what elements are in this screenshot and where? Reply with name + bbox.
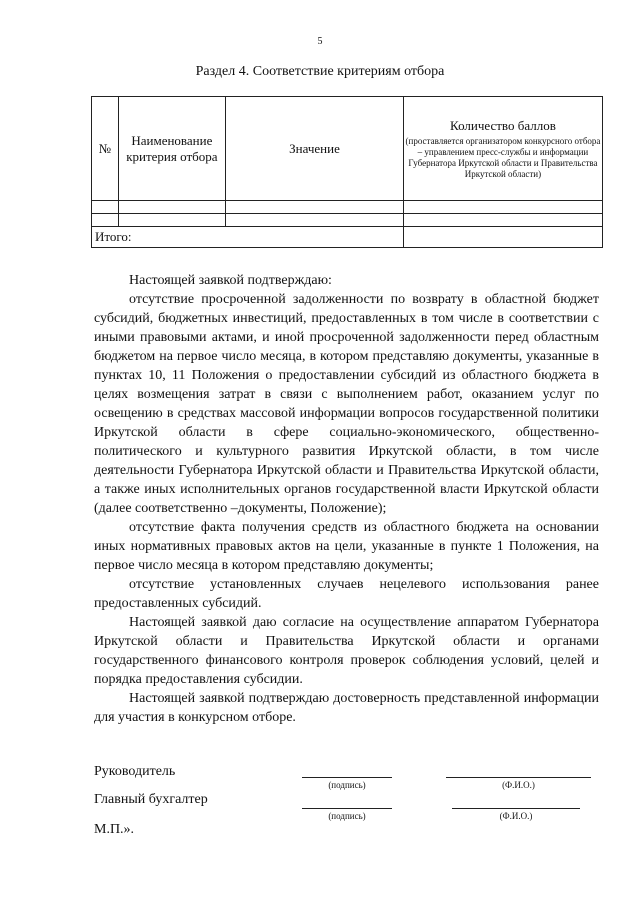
criteria-table [91,96,603,248]
head-signature-hint: (подпись) [328,780,366,790]
paragraph-consent: Настоящей заявкой даю согласие на осуществление аппаратом Губернатора Иркутской области и Правительства Иркутской области и органами государственного финансового контроля проверок соблюдения условий, целей и порядка предоставления субсидии. [94,615,599,687]
table-row [92,214,603,227]
table-cell [118,201,226,214]
signature-row-accountant [94,788,604,821]
head-name-line [446,777,591,778]
stamp-place-label: М.П.». [94,822,135,837]
paragraph-accuracy: Настоящей заявкой подтверждаю достоверность представленной информации для участия в конкурсном отборе. [94,691,599,725]
table-cell [226,201,404,214]
table-cell [403,201,602,214]
table-row [92,201,603,214]
head-label: Руководитель [94,764,176,779]
accountant-name-line [452,808,580,809]
paragraph-no-debt: отсутствие просроченной задолженности по возврату в областной бюджет субсидий, бюджетных инвестиций, предоставленных в том числе в соответствии с иными правовыми актами, и иной просроченной задолженности перед областным бюджетом на первое число месяца, в котором представляю документы, указанные в пунктах 10, 11 Положения о предоставлении субсидий из областного бюджета в целях возмещения затрат в связи с выполнением работ, оказанием услуг по освещению в средствах массовой информации вопросов государственной политики Иркутской области в сфере социально-экономического, общественно-политического и культурного развития Иркутской области, в том числе деятельности Губернатора Иркутской области и Правительства Иркутской области, а также иных исполнительных органов государственной власти Иркутской области (далее соответственно –документы, Положение); [94,292,599,516]
header-score [403,97,602,201]
accountant-signature-line [302,808,392,809]
paragraph-no-funds: отсутствие факта получения средств из областного бюджета на основании иных нормативных правовых актов на цели, указанные в пункте 1 Положения, на первое число месяца в котором представляю документы; [94,520,599,573]
page-number: 5 [317,36,323,47]
head-name-hint: (Ф.И.О.) [502,780,535,790]
table-cell [226,214,404,227]
table-cell [92,201,119,214]
signature-block [94,760,604,821]
header-num: № [92,97,119,201]
accountant-label: Главный бухгалтер [94,792,208,807]
accountant-signature-hint: (подпись) [328,811,366,821]
total-value [403,227,602,248]
signature-row-head [94,760,604,788]
header-score-title: Количество баллов [450,117,556,133]
paragraph-no-misuse: отсутствие установленных случаев нецелевого использования ранее предоставленных субсидий. [94,577,599,611]
table-cell [92,214,119,227]
header-score-note: (проставляется организатором конкурсного отбора – управлением пресс-службы и информации Губернатора Иркутской области и Правительства Иркутской области) [405,135,601,179]
table-cell [403,214,602,227]
total-label: Итого: [92,227,404,248]
head-signature-line [302,777,392,778]
section-title: Раздел 4. Соответствие критериям отбора [195,64,445,79]
paragraph-intro: Настоящей заявкой подтверждаю: [129,273,332,288]
table-cell [118,214,226,227]
table-header-row [92,97,603,201]
header-name: Наименование критерия отбора [118,97,226,201]
table-total-row [92,227,603,248]
header-value: Значение [226,97,404,201]
confirmation-text [94,271,599,727]
accountant-name-hint: (Ф.И.О.) [499,811,533,821]
